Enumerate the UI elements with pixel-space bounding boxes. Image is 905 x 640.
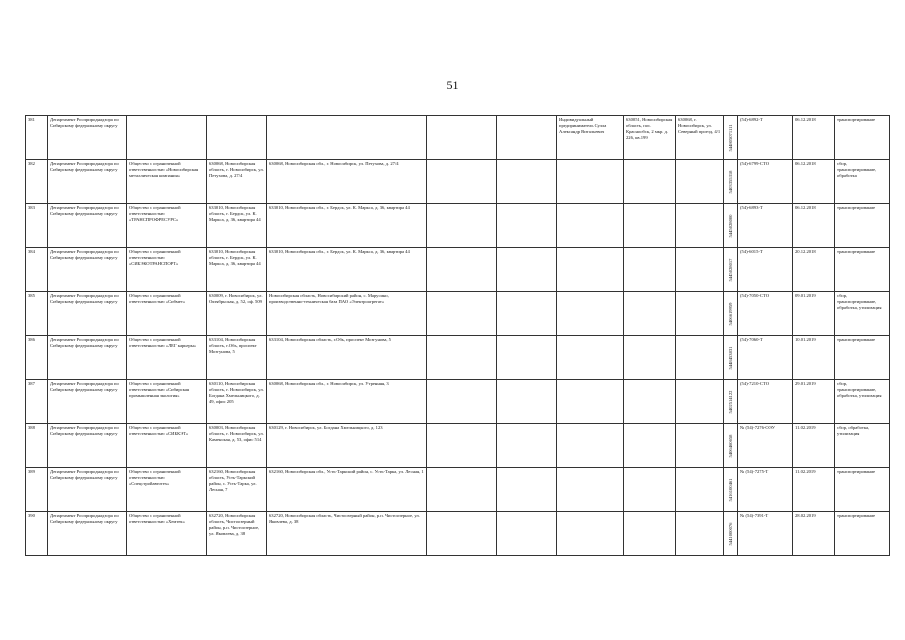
legal-address-cell: 633010, Новосибирская область, г. Бердск, ул. К. Маркса, д. 36, квартира 44: [207, 204, 267, 248]
entrepreneur-address-cell: [624, 468, 676, 512]
activity-address-cell: 632720, Новосибирская область, Чистоозерный район, р.п. Чистоозерное, ул. Яковлева, д. 38: [267, 512, 427, 556]
table-row: [26, 468, 890, 512]
inn-cell: [724, 292, 738, 336]
license-date-cell: 09.01.2019: [793, 292, 835, 336]
legal-address-cell: 632160, Новосибирская область, Усть-Таркский район, с. Усть-Тарка, ул. Лесная, 7: [207, 468, 267, 512]
inn-cell: [724, 248, 738, 292]
row-number-cell: 381: [26, 116, 48, 160]
blank-cell: [427, 380, 497, 424]
license-date-cell: 11.02.2019: [793, 424, 835, 468]
inn-cell: [724, 160, 738, 204]
organization-name-cell: Общество с ограниченной ответственностью «Спецстройавтотех»: [127, 468, 207, 512]
license-date-cell: 10.01.2019: [793, 336, 835, 380]
table-row: [26, 512, 890, 556]
table-row: [26, 116, 890, 160]
inn-text: 5445028017: [727, 258, 733, 281]
inn-cell: [724, 424, 738, 468]
inn-cell: [724, 380, 738, 424]
entrepreneur-address-cell: [624, 380, 676, 424]
table-row: [26, 292, 890, 336]
authority-cell: Департамент Росприроднадзора по Сибирскому федеральному округу: [48, 380, 127, 424]
entrepreneur-activity-address-cell: [676, 468, 724, 512]
inn-text: 5445028000: [727, 214, 733, 237]
activity-address-cell: 633010, Новосибирская обл., г. Бердск, ул. К. Маркса, д. 36, квартира 44: [267, 204, 427, 248]
work-types-cell: сбор, обработка, утилизация: [835, 424, 890, 468]
row-number-cell: 383: [26, 204, 48, 248]
entrepreneur-activity-address-cell: [676, 292, 724, 336]
page-number: 51: [446, 78, 459, 92]
entrepreneur-address-cell: [624, 292, 676, 336]
legal-address-cell: 630110, Новосибирская область, г. Новосибирск, ул. Богдана Хмельницкого, д. 49, офис 205: [207, 380, 267, 424]
legal-address-cell: [207, 116, 267, 160]
blank-cell: [497, 468, 557, 512]
work-types-cell: транспортирование: [835, 116, 890, 160]
organization-name-cell: [127, 116, 207, 160]
inn-text: 544805071111: [727, 123, 733, 152]
activity-address-cell: 630129, г. Новосибирск, ул. Богдана Хмельницкого, д. 123: [267, 424, 427, 468]
legal-address-cell: 633010, Новосибирская область, г. Бердск, ул. К. Маркса, д. 36, квартира 44: [207, 248, 267, 292]
entrepreneur-address-cell: [624, 160, 676, 204]
organization-name-cell: Общество с ограниченной ответственностью «СИБКЭТ»: [127, 424, 207, 468]
entrepreneur-name-cell: [557, 292, 624, 336]
blank-cell: [497, 116, 557, 160]
license-date-cell: 28.02.2019: [793, 512, 835, 556]
inn-cell: [724, 116, 738, 160]
entrepreneur-activity-address-cell: [676, 204, 724, 248]
blank-cell: [427, 424, 497, 468]
inn-text: 5403355318: [727, 170, 733, 193]
license-date-cell: 06.12.2018: [793, 204, 835, 248]
blank-cell: [427, 248, 497, 292]
activity-address-cell: 632160, Новосибирская обл., Усть-Таркский район, с. Усть-Тарка, ул. Лесная, 1: [267, 468, 427, 512]
entrepreneur-address-cell: [624, 248, 676, 292]
row-number-cell: 389: [26, 468, 48, 512]
activity-address-cell: Новосибирская область, Новосибирский район, с. Марусино, производственно-техническая база ПАО «Электроагрегат»: [267, 292, 427, 336]
license-number-cell: (54)-6015-Т: [738, 248, 793, 292]
entrepreneur-activity-address-cell: 630068, г. Новосибирск, ул. Северный проезд, 4/1: [676, 116, 724, 160]
license-date-cell: 06.12.2018: [793, 116, 835, 160]
table-row: [26, 248, 890, 292]
authority-cell: Департамент Росприроднадзора по Сибирскому федеральному округу: [48, 512, 127, 556]
license-number-cell: (54)-7210-СТО: [738, 380, 793, 424]
blank-cell: [427, 160, 497, 204]
license-registry-table: [25, 115, 890, 556]
row-number-cell: 388: [26, 424, 48, 468]
legal-address-cell: 630003, Новосибирская область, г. Новосибирск, ул. Каменская, д. 53, офис 514: [207, 424, 267, 468]
row-number-cell: 382: [26, 160, 48, 204]
blank-cell: [427, 336, 497, 380]
entrepreneur-name-cell: [557, 160, 624, 204]
entrepreneur-address-cell: [624, 204, 676, 248]
row-number-cell: 384: [26, 248, 48, 292]
organization-name-cell: Общество с ограниченной ответственностью «ЛЕГ карьеры»: [127, 336, 207, 380]
inn-text: 5406460658: [727, 434, 733, 457]
license-number-cell: (54)-6799-СТО: [738, 160, 793, 204]
blank-cell: [497, 160, 557, 204]
license-number-cell: № (54)-7391-Т: [738, 512, 793, 556]
license-number-cell: (54)-7060-Т: [738, 336, 793, 380]
license-number-cell: (54)-6892-Т: [738, 116, 793, 160]
blank-cell: [497, 336, 557, 380]
legal-address-cell: 632720, Новосибирская область, Чистоозерный район, р.п. Чистоозерное, ул. Яковлева, д. 38: [207, 512, 267, 556]
inn-text: 5448453831: [727, 346, 733, 369]
entrepreneur-address-cell: [624, 424, 676, 468]
inn-text: 5406619959: [727, 302, 733, 325]
work-types-cell: сбор, транспортирование, обработка, утилизация: [835, 380, 890, 424]
entrepreneur-name-cell: [557, 424, 624, 468]
table-row: [26, 380, 890, 424]
authority-cell: Департамент Росприроднадзора по Сибирскому федеральному округу: [48, 248, 127, 292]
organization-name-cell: Общество с ограниченной ответственностью «Сибмет»: [127, 292, 207, 336]
license-number-cell: № (54)-7276-ОЭУ: [738, 424, 793, 468]
row-number-cell: 387: [26, 380, 48, 424]
blank-cell: [497, 292, 557, 336]
blank-cell: [427, 512, 497, 556]
row-number-cell: 385: [26, 292, 48, 336]
authority-cell: Департамент Росприроднадзора по Сибирскому федеральному округу: [48, 424, 127, 468]
license-date-cell: 11.02.2019: [793, 468, 835, 512]
blank-cell: [497, 424, 557, 468]
inn-cell: [724, 204, 738, 248]
blank-cell: [427, 292, 497, 336]
legal-address-cell: 633104, Новосибирская область, г.Обь, проспект Мозгунова, 5: [207, 336, 267, 380]
entrepreneur-activity-address-cell: [676, 380, 724, 424]
entrepreneur-name-cell: [557, 380, 624, 424]
work-types-cell: сбор, транспортирование, обработка, утилизация: [835, 292, 890, 336]
license-date-cell: 06.12.2018: [793, 160, 835, 204]
authority-cell: Департамент Росприроднадзора по Сибирскому федеральному округу: [48, 336, 127, 380]
license-number-cell: № (54)-7275-Т: [738, 468, 793, 512]
table-row: [26, 204, 890, 248]
license-date-cell: 20.12.2018: [793, 248, 835, 292]
legal-address-cell: 630009, г. Новосибирск, ул. Октябрьская, д. 52, оф. 509: [207, 292, 267, 336]
entrepreneur-name-cell: [557, 204, 624, 248]
authority-cell: Департамент Росприроднадзора по Сибирскому федеральному округу: [48, 468, 127, 512]
blank-cell: [497, 512, 557, 556]
activity-address-cell: 630068, Новосибирская обл., г. Новосибирск, ул. Утренняя, 3: [267, 380, 427, 424]
inn-text: 5402514122: [727, 390, 733, 413]
organization-name-cell: Общество с ограниченной ответственностью «Новосибирская металлическая компания»: [127, 160, 207, 204]
blank-cell: [497, 380, 557, 424]
activity-address-cell: [267, 116, 427, 160]
blank-cell: [427, 204, 497, 248]
entrepreneur-address-cell: 630051, Новосибирская область, пос. Краснообск, 2 мкр. д. 226, кв.199: [624, 116, 676, 160]
work-types-cell: сбор, транспортирование, обработка: [835, 160, 890, 204]
inn-cell: [724, 336, 738, 380]
organization-name-cell: Общество с ограниченной ответственностью «Сибирская промышленная экология»: [127, 380, 207, 424]
inn-text: 5441000076: [727, 522, 733, 545]
inn-text: 5416100461: [727, 478, 733, 501]
entrepreneur-name-cell: [557, 336, 624, 380]
organization-name-cell: Общество с ограниченной ответственностью «Хемтек»: [127, 512, 207, 556]
table-row: [26, 424, 890, 468]
entrepreneur-activity-address-cell: [676, 248, 724, 292]
row-number-cell: 386: [26, 336, 48, 380]
legal-address-cell: 630068, Новосибирская область, г. Новосибирск, ул. Петухова, д. 27/4: [207, 160, 267, 204]
entrepreneur-address-cell: [624, 512, 676, 556]
authority-cell: Департамент Росприроднадзора по Сибирскому федеральному округу: [48, 116, 127, 160]
activity-address-cell: 633010, Новосибирская обл., г. Бердск, ул. К. Маркса, д. 36, квартира 44: [267, 248, 427, 292]
blank-cell: [427, 116, 497, 160]
work-types-cell: транспортирование: [835, 468, 890, 512]
table-row: [26, 336, 890, 380]
activity-address-cell: 630068, Новосибирская обл., г. Новосибирск, ул. Петухова, д. 27/4: [267, 160, 427, 204]
entrepreneur-activity-address-cell: [676, 512, 724, 556]
entrepreneur-activity-address-cell: [676, 336, 724, 380]
inn-cell: [724, 468, 738, 512]
entrepreneur-name-cell: [557, 248, 624, 292]
inn-cell: [724, 512, 738, 556]
entrepreneur-activity-address-cell: [676, 424, 724, 468]
authority-cell: Департамент Росприроднадзора по Сибирскому федеральному округу: [48, 292, 127, 336]
blank-cell: [497, 204, 557, 248]
activity-address-cell: 633104, Новосибирская область, г.Обь, проспект Мозгунова, 5: [267, 336, 427, 380]
work-types-cell: транспортирование: [835, 336, 890, 380]
work-types-cell: транспортирование: [835, 512, 890, 556]
entrepreneur-name-cell: [557, 468, 624, 512]
entrepreneur-name-cell: [557, 512, 624, 556]
entrepreneur-address-cell: [624, 336, 676, 380]
authority-cell: Департамент Росприроднадзора по Сибирскому федеральному округу: [48, 204, 127, 248]
authority-cell: Департамент Росприроднадзора по Сибирскому федеральному округу: [48, 160, 127, 204]
entrepreneur-activity-address-cell: [676, 160, 724, 204]
blank-cell: [427, 468, 497, 512]
organization-name-cell: Общество с ограниченной ответственностью «ТРАНСПРОФРЕСУРС»: [127, 204, 207, 248]
row-number-cell: 390: [26, 512, 48, 556]
blank-cell: [497, 248, 557, 292]
organization-name-cell: Общество с ограниченной ответственностью «СИБЭКОТРАНСПОРТ»: [127, 248, 207, 292]
table-row: [26, 160, 890, 204]
work-types-cell: транспортирование: [835, 204, 890, 248]
entrepreneur-name-cell: Индивидуальный предприниматель Сулла Александр Витальевич: [557, 116, 624, 160]
license-date-cell: 29.01.2019: [793, 380, 835, 424]
license-number-cell: (54)-7050-СТО: [738, 292, 793, 336]
license-number-cell: (54)-6893-Т: [738, 204, 793, 248]
work-types-cell: транспортирование: [835, 248, 890, 292]
